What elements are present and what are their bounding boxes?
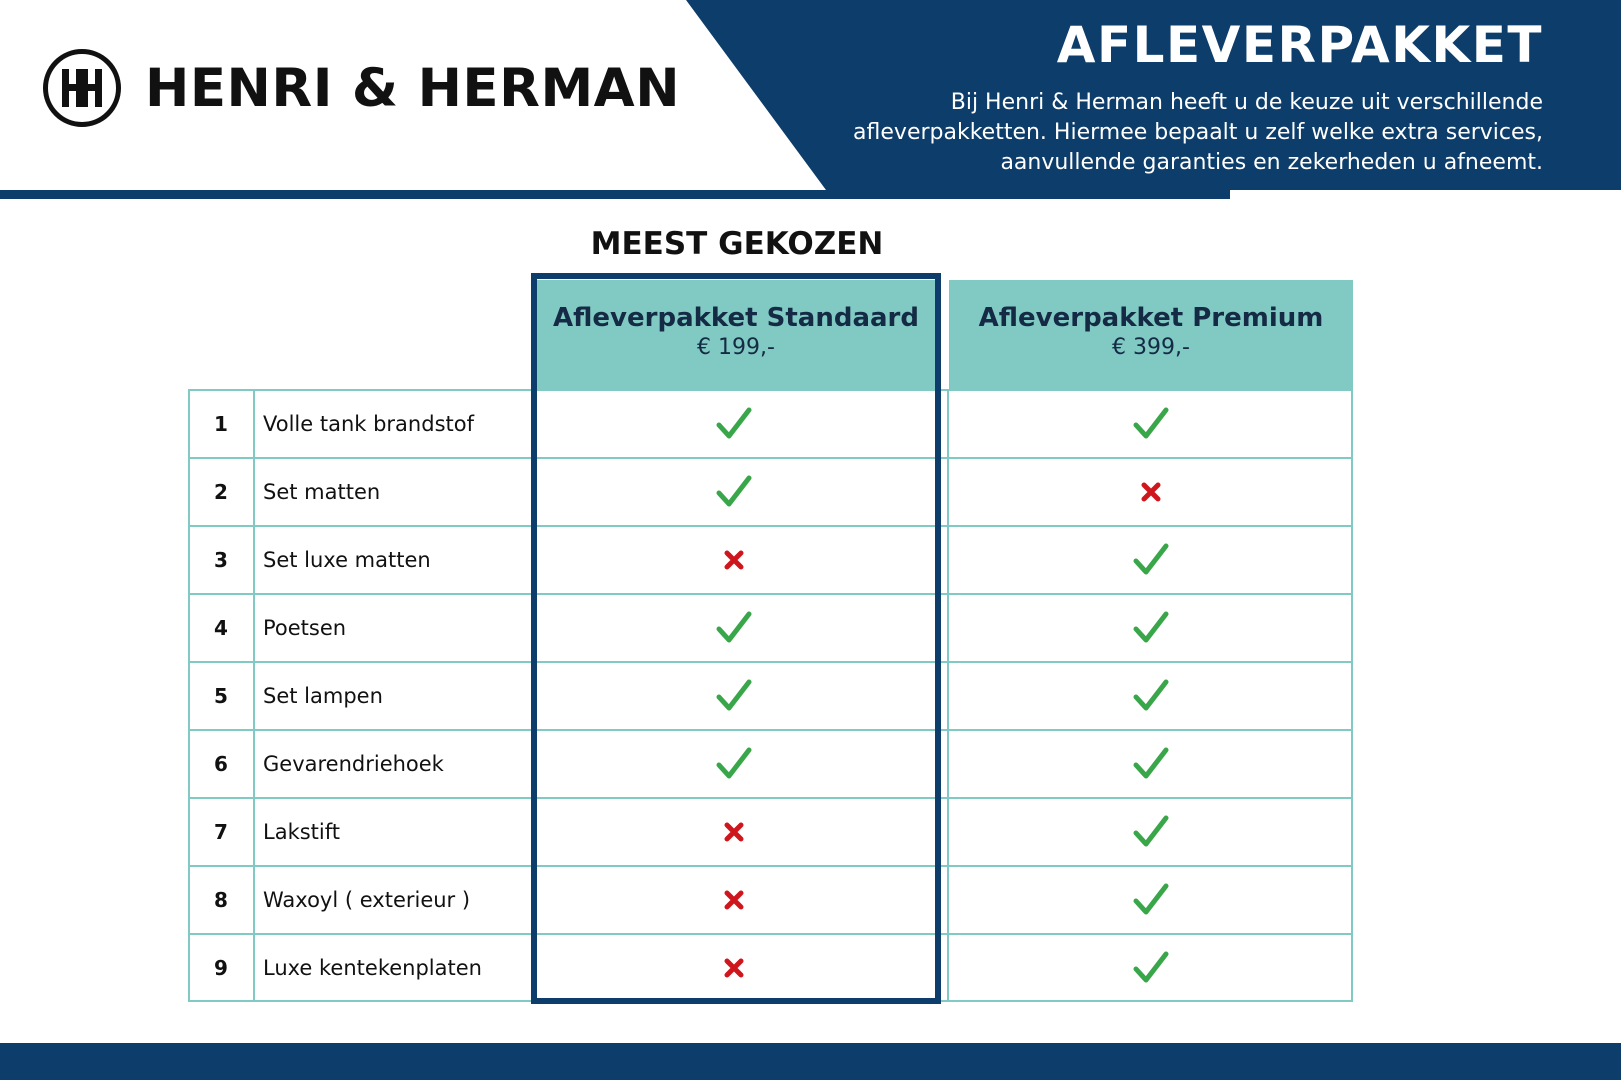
row-number: 6 [214, 752, 228, 776]
most-chosen-highlight-frame [531, 273, 941, 1004]
cross-icon [949, 458, 1353, 526]
footer-bar [0, 1043, 1621, 1080]
row-number: 3 [214, 548, 228, 572]
check-icon [949, 730, 1353, 798]
row-label: Lakstift [263, 820, 340, 844]
row-number: 4 [214, 616, 228, 640]
page-title: AFLEVERPAKKET [1056, 16, 1543, 74]
brand-name: HENRI & HERMAN [145, 57, 681, 119]
package-price-premium: € 399,- [1112, 335, 1190, 360]
check-icon [949, 866, 1353, 934]
row-number: 1 [214, 412, 228, 436]
row-label: Luxe kentekenplaten [263, 956, 482, 980]
check-icon [949, 798, 1353, 866]
row-number: 7 [214, 820, 228, 844]
package-price-standaard: € 199,- [697, 335, 775, 360]
row-number: 5 [214, 684, 228, 708]
check-icon [949, 934, 1353, 1002]
row-number: 8 [214, 888, 228, 912]
most-chosen-label: MEEST GEKOZEN [590, 226, 884, 262]
package-name-standaard: Afleverpakket Standaard [553, 303, 919, 333]
row-label: Poetsen [263, 616, 347, 640]
check-icon [949, 390, 1353, 458]
check-icon [949, 526, 1353, 594]
row-label: Set lampen [263, 684, 383, 708]
row-number: 2 [214, 480, 228, 504]
check-icon [949, 662, 1353, 730]
row-label: Waxoyl ( exterieur ) [263, 888, 471, 912]
package-header-premium [949, 280, 1353, 390]
package-name-premium: Afleverpakket Premium [978, 303, 1324, 333]
row-number: 9 [214, 956, 228, 980]
check-icon [949, 594, 1353, 662]
row-label: Set luxe matten [263, 548, 431, 572]
brand-logo [43, 46, 680, 130]
row-label: Gevarendriehoek [263, 752, 444, 776]
header-description: Bij Henri & Herman heeft u de keuze uit verschillende afleverpakketten. Hiermee bepaalt u zelf welke extra services, aanvullende garanties en zekerheden u afneemt. [853, 90, 1543, 175]
row-label: Volle tank brandstof [263, 412, 474, 436]
row-label: Set matten [263, 480, 381, 504]
logo-hh-icon [43, 49, 121, 127]
